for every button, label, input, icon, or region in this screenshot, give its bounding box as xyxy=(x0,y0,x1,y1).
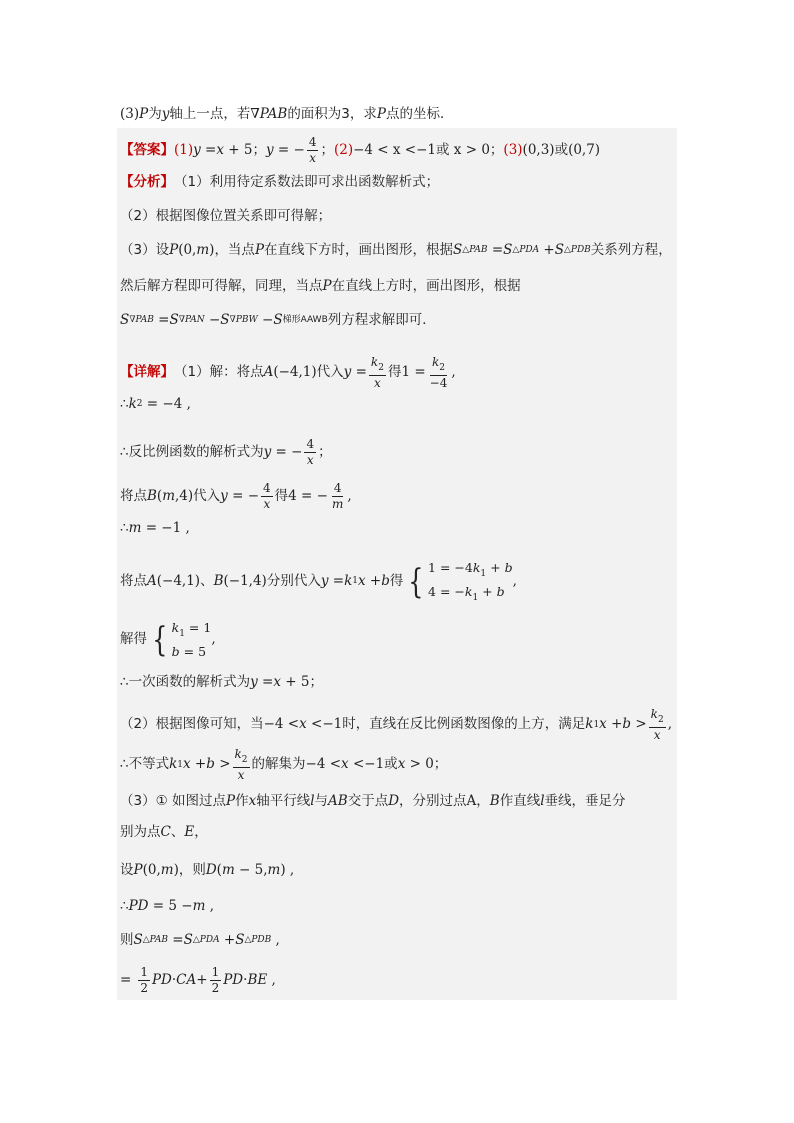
detail-line-6: 将点 A (−4,1) 、 B (−1,4) 分别代入 y = k 1 x + b 得 { $1 = -4k_1 + b$ $4 = -k_1 + b$ , xyxy=(120,560,517,603)
question-line: (3) P 为 y 轴上一点，若 ∇ PAB 的面积为3，求 P 点的坐标． xyxy=(120,106,454,122)
detail-line-16: = $\frac{1}{2}$ PD · CA + $\frac{1}{2}$ PD · BE , xyxy=(120,965,276,996)
analysis-line-4: 然后解方程即可得解，同理，当点 P 在直线上方时，画出图形，根据 xyxy=(120,278,521,294)
detail-line-10: ∴不等式 k 1 x + b > $\frac{k_2}{x}$ 的解集为 −4 < x <−1或 x > 0 ； xyxy=(120,747,448,782)
analysis-line-1: 【分析】 （1）利用待定系数法即可求出函数解析式； xyxy=(120,174,440,190)
answer-label: 【答案】 xyxy=(120,141,174,158)
detail-label: 【详解】 xyxy=(120,364,174,381)
analysis-label: 【分析】 xyxy=(120,174,174,190)
detail-line-12: 别为点 C 、 E ， xyxy=(120,824,208,840)
detail-line-5: ∴ m = −1 , xyxy=(120,520,190,536)
detail-line-13: 设 P (0, m ) ，则 D ( m − 5, m ) , xyxy=(120,862,295,878)
analysis-line-5: S ∇ PAB = S ∇ PAN − S ∇ PBW − S 梯形AAWB 列方程求解即可． xyxy=(120,312,436,328)
analysis-line-2: （2）根据图像位置关系即可得解； xyxy=(120,208,332,224)
detail-line-11: （3）① 如图过点 P 作 x 轴平行线 l 与 AB 交于点 D ，分别过点 A ， B 作直线 l 垂线，垂足分 xyxy=(120,793,626,809)
detail-line-7: 解得 { $k_1 = 1$ b = 5 , xyxy=(120,619,216,660)
answer-line: 【答案】 (1) y = x + 5 ； y = − $\frac{4}{x}$ ； (2) −4 < x <−1或 x > 0 ； (3) (0,3) 或 (0,7) xyxy=(120,135,601,166)
detail-line-2: ∴ k 2 = −4 , xyxy=(120,396,191,412)
detail-line-9: （2）根据图像可知，当 −4 < x <−1 时，直线在反比例函数图像的上方，满足 k 1 x + b > $\frac{k_2}{x}$ , xyxy=(120,707,672,742)
detail-line-15: 则 S △ PAB = S △ PDA + S △ PDB , xyxy=(120,932,280,948)
analysis-line-3: （3）设 P (0, m ) ，当点 P 在直线下方时，画出图形，根据 S △ PAB = S △ PDA + S △ PDB 关系列方程， xyxy=(120,242,672,258)
document-page xyxy=(117,98,677,1000)
detail-line-3: ∴反比例函数的解析式为 y = − $\frac{4}{x}$ ； xyxy=(120,437,332,468)
detail-line-8: ∴一次函数的解析式为 y = x + 5 ； xyxy=(120,674,323,690)
detail-line-1: 【详解】 （1）解：将点 A (−4,1) 代入 y = $\frac{k_2}{x}$ 得 1 = $\frac{k_2}{-4}$ , xyxy=(120,355,456,390)
detail-line-14: ∴ PD = 5 − m , xyxy=(120,898,215,914)
detail-line-4: 将点 B ( m ,4) 代入 y = − $\frac{4}{x}$ 得 4 = − $\frac{4}{m}$ , xyxy=(120,481,352,512)
